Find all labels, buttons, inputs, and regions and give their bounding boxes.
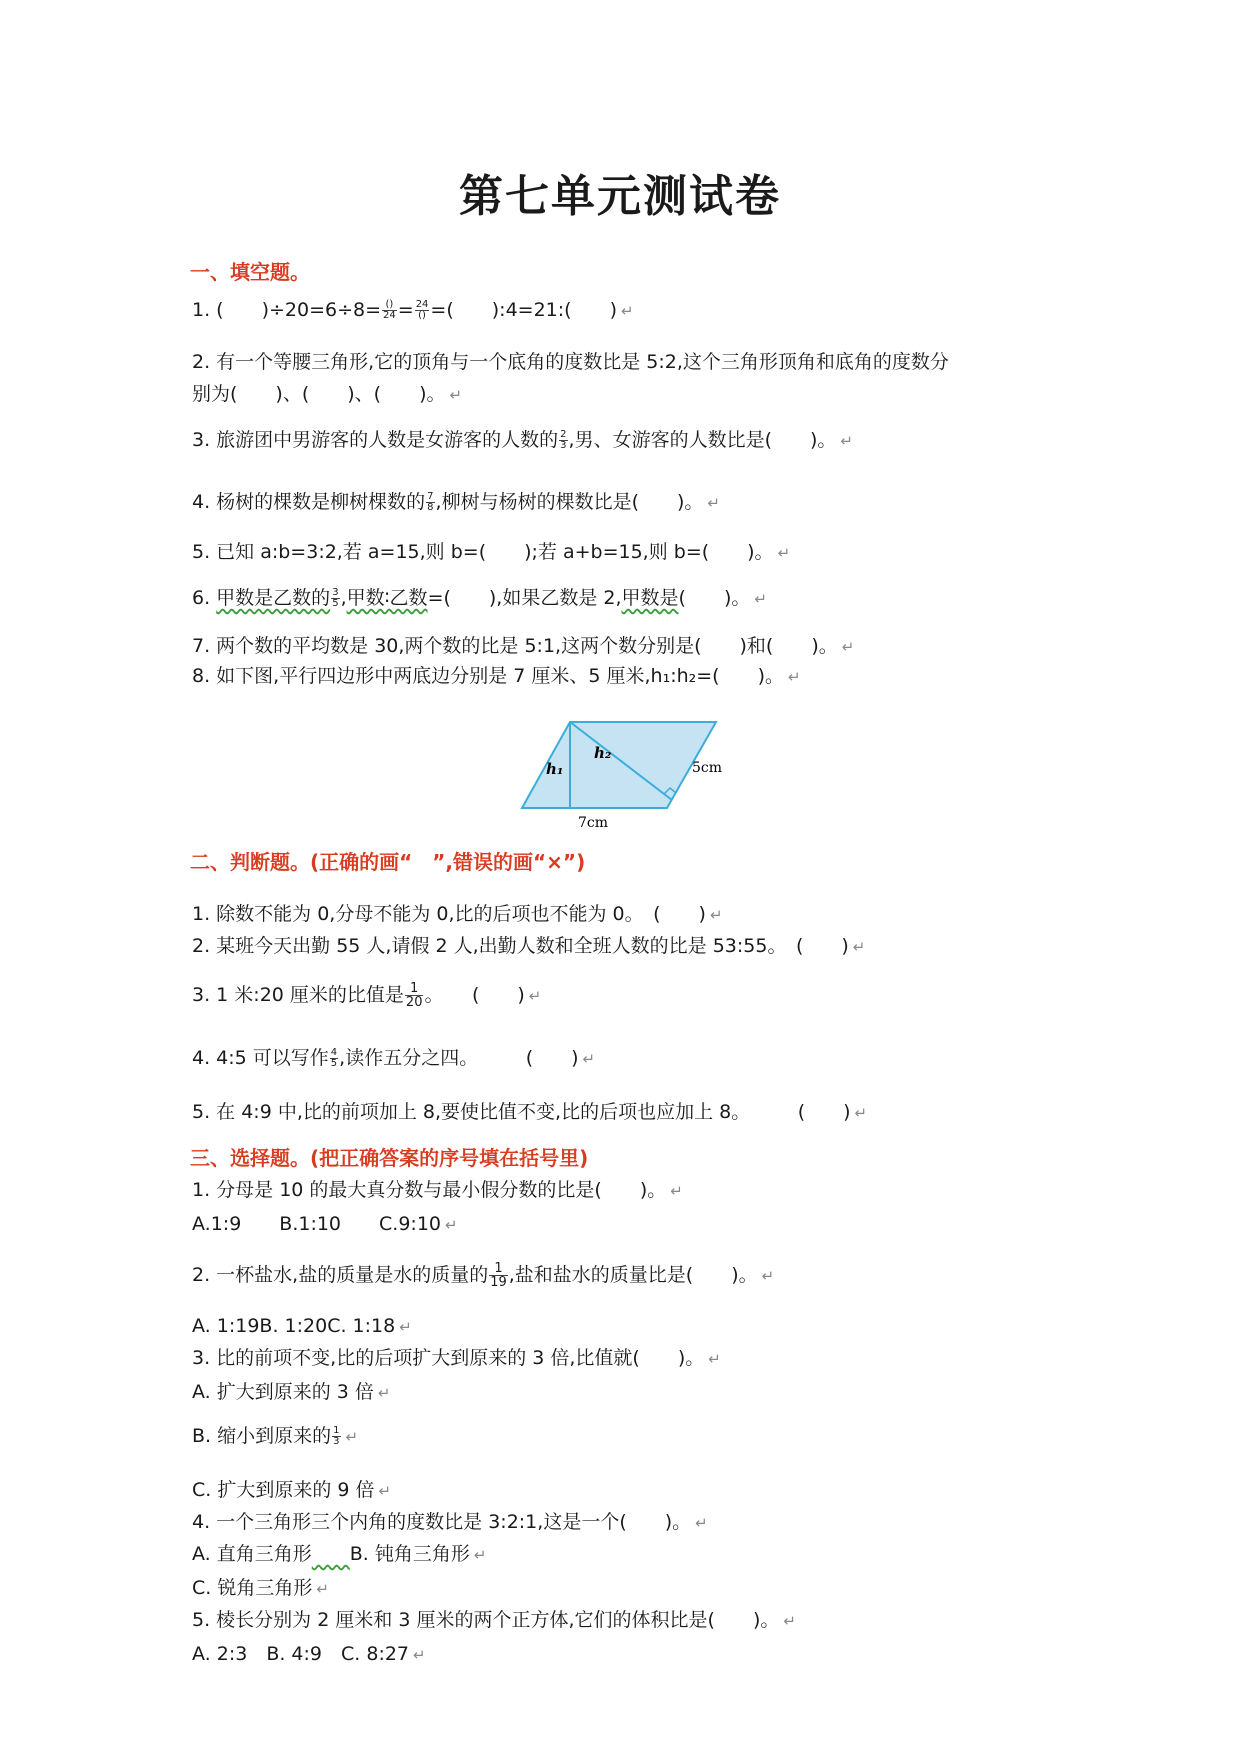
choice-3-option-b <box>192 1424 358 1449</box>
q3-post: ,男、女游客的人数比是( )。 <box>568 429 837 451</box>
q6-mid: , <box>340 587 347 609</box>
question-3 <box>192 428 853 453</box>
label-base-7cm: 7cm <box>578 815 609 831</box>
page-title: 第七单元测试卷 <box>459 171 781 222</box>
question-6 <box>192 586 767 611</box>
return-mark: ↵ <box>788 668 801 686</box>
q2-line2-text: 别为( )、( )、( )。 <box>192 383 446 405</box>
c4-opt-b-text: B. 钝角三角形 <box>349 1543 470 1565</box>
judge-3 <box>192 982 541 1009</box>
choice-1 <box>192 1178 683 1203</box>
return-mark: ↵ <box>708 1350 721 1368</box>
j3-post: 。 ( ) <box>424 984 525 1006</box>
return-mark: ↵ <box>378 1482 392 1500</box>
q4-den: 8 <box>427 502 434 513</box>
return-mark: ↵ <box>582 1050 596 1068</box>
q1-fraction-1 <box>382 300 397 321</box>
q1-post: =( ):4=21:( ) <box>430 299 617 321</box>
c5-options-text: A. 2:3 B. 4:9 C. 8:27 <box>192 1643 410 1665</box>
q4-fraction <box>426 492 434 513</box>
q4-post: ,柳树与杨树的棵数比是( )。 <box>435 491 704 513</box>
return-mark: ↵ <box>841 638 855 656</box>
return-mark: ↵ <box>473 1546 487 1564</box>
q3-fraction <box>559 430 567 451</box>
q3-pre: 3. 旅游团中男游客的人数是女游客的人数的 <box>192 429 559 451</box>
return-mark: ↵ <box>695 1514 708 1532</box>
return-mark: ↵ <box>783 1612 796 1630</box>
c4-text: 4. 一个三角形三个内角的度数比是 3:2:1,这是一个( )。 <box>192 1511 692 1533</box>
j5-text: 5. 在 4:9 中,比的前项加上 8,要使比值不变,比的后项也应加上 8。 ( ) <box>192 1101 851 1123</box>
q1-f2-num: 24 <box>415 299 429 310</box>
c3-opt-c-text: C. 扩大到原来的 9 倍 <box>192 1479 375 1501</box>
section-multiple-choice-heading: 三、选择题。(把正确答案的序号填在括号里) <box>190 1146 589 1170</box>
q1-pre: 1. ( )÷20=6÷8= <box>192 299 382 321</box>
c2-pre: 2. 一杯盐水,盐的质量是水的质量的 <box>192 1264 489 1286</box>
choice-2-options <box>192 1314 412 1339</box>
q3-den: 3 <box>560 440 567 451</box>
return-mark: ↵ <box>709 906 723 924</box>
j3-den: 20 <box>405 995 423 1010</box>
choice-3-option-a <box>192 1380 391 1405</box>
return-mark: ↵ <box>840 432 853 450</box>
question-7 <box>192 634 854 659</box>
j2-text: 2. 某班今天出勤 55 人,请假 2 人,出勤人数和全班人数的比是 53:55。 ( ) <box>192 935 849 957</box>
q6-fraction <box>331 588 339 609</box>
c2-fraction <box>489 1262 508 1289</box>
q1-f1-num: () <box>382 300 397 311</box>
choice-4 <box>192 1510 708 1535</box>
return-mark: ↵ <box>399 1318 412 1336</box>
return-mark: ↵ <box>620 302 634 320</box>
section-fill-blank-heading: 一、填空题。 <box>190 260 310 284</box>
q6-post: ( )。 <box>678 587 751 609</box>
j4-fraction <box>330 1048 338 1069</box>
c4-opt-a-text: A. 直角三角形 <box>192 1543 312 1565</box>
question-2-line-2 <box>192 382 462 407</box>
return-mark: ↵ <box>413 1646 426 1664</box>
j3-fraction <box>405 982 424 1009</box>
judge-5 <box>192 1100 867 1125</box>
choice-3-option-c <box>192 1478 391 1503</box>
return-mark: ↵ <box>852 938 866 956</box>
choice-3 <box>192 1346 721 1371</box>
section-true-false-heading: 二、判断题。(正确的画“ ”,错误的画“×”) <box>190 850 586 874</box>
return-mark: ↵ <box>345 1428 359 1446</box>
question-5 <box>192 540 790 565</box>
question-1 <box>192 298 634 323</box>
q5-text: 5. 已知 a:b=3:2,若 a=15,则 b=( );若 a+b=15,则 b=( )。 <box>192 541 774 563</box>
j3-num: 1 <box>405 982 424 996</box>
q6-word-3: 甲数是 <box>621 587 679 609</box>
return-mark: ↵ <box>707 494 720 512</box>
return-mark: ↵ <box>761 1267 775 1285</box>
return-mark: ↵ <box>377 1384 391 1402</box>
q3-num: 2 <box>560 429 567 440</box>
c2-options-text: A. 1:19B. 1:20C. 1:18 <box>192 1315 396 1337</box>
c3-opt-b-den: 3 <box>333 1436 340 1447</box>
label-side-5cm: 5cm <box>692 760 723 776</box>
label-h1: h₁ <box>546 760 564 778</box>
return-mark: ↵ <box>528 987 542 1005</box>
return-mark: ↵ <box>449 386 463 404</box>
j4-pre: 4. 4:5 可以写作 <box>192 1047 329 1069</box>
q1-f1-den: 24 <box>383 310 396 321</box>
q6-mid2: =( ),如果乙数是 2, <box>427 587 622 609</box>
q6-num: 3 <box>332 587 339 598</box>
q6-word-1: 甲数是乙数的 <box>216 587 331 609</box>
return-mark: ↵ <box>316 1580 329 1598</box>
c2-den: 19 <box>490 1275 507 1290</box>
choice-1-options <box>192 1212 458 1237</box>
question-2-line-1: 2. 有一个等腰三角形,它的顶角与一个底角的度数比是 5:2,这个三角形顶角和底角的度数分 <box>192 351 949 373</box>
j3-pre: 3. 1 米:20 厘米的比值是 <box>192 984 404 1006</box>
return-mark: ↵ <box>754 590 767 608</box>
j4-den: 5 <box>330 1058 338 1069</box>
j1-text: 1. 除数不能为 0,分母不能为 0,比的后项也不能为 0。 ( ) <box>192 903 706 925</box>
q1-f2-den: () <box>418 310 426 321</box>
q6-den: 5 <box>332 598 339 609</box>
c2-post: ,盐和盐水的质量比是( )。 <box>508 1264 758 1286</box>
parallelogram-figure <box>510 712 740 832</box>
c3-opt-b-num: 1 <box>333 1425 340 1436</box>
choice-4-options-ab <box>192 1542 486 1567</box>
c3-opt-a-text: A. 扩大到原来的 3 倍 <box>192 1381 374 1403</box>
q6-pre: 6. <box>192 587 217 609</box>
c3-text: 3. 比的前项不变,比的后项扩大到原来的 3 倍,比值就( )。 <box>192 1347 705 1369</box>
question-4 <box>192 490 720 515</box>
j4-post: ,读作五分之四。 ( ) <box>339 1047 579 1069</box>
q1-eq: = <box>397 299 414 321</box>
judge-1 <box>192 902 723 927</box>
c3-opt-b-fraction <box>332 1426 340 1447</box>
question-8 <box>192 664 801 689</box>
q4-num: 7 <box>427 491 434 502</box>
choice-5-options <box>192 1642 426 1667</box>
q1-fraction-2 <box>415 300 430 321</box>
c2-num: 1 <box>489 1262 508 1276</box>
q6-word-2: 甲数∶乙数 <box>346 587 428 609</box>
choice-5 <box>192 1608 796 1633</box>
choice-4-option-c <box>192 1576 329 1601</box>
c5-text: 5. 棱长分别为 2 厘米和 3 厘米的两个正方体,它们的体积比是( )。 <box>192 1609 780 1631</box>
j4-num: 4 <box>330 1047 338 1058</box>
return-mark: ↵ <box>670 1182 683 1200</box>
c1-options-text: A.1:9 B.1:10 C.9:10 <box>192 1213 441 1235</box>
c4-opt-c-text: C. 锐角三角形 <box>192 1577 313 1599</box>
c1-text: 1. 分母是 10 的最大真分数与最小假分数的比是( )。 <box>192 1179 667 1201</box>
return-mark: ↵ <box>445 1216 458 1234</box>
label-h2: h₂ <box>594 744 612 762</box>
judge-4 <box>192 1046 595 1071</box>
c4-spacer <box>312 1543 350 1565</box>
q8-text: 8. 如下图,平行四边形中两底边分别是 7 厘米、5 厘米,h₁:h₂=( )。 <box>192 665 785 687</box>
c3-opt-b-pre: B. 缩小到原来的 <box>192 1425 332 1447</box>
judge-2 <box>192 934 865 959</box>
return-mark: ↵ <box>777 544 791 562</box>
q7-text: 7. 两个数的平均数是 30,两个数的比是 5:1,这两个数分别是( )和( )。 <box>192 635 838 657</box>
return-mark: ↵ <box>854 1104 868 1122</box>
choice-2 <box>192 1262 774 1289</box>
q4-pre: 4. 杨树的棵数是柳树棵数的 <box>192 491 426 513</box>
